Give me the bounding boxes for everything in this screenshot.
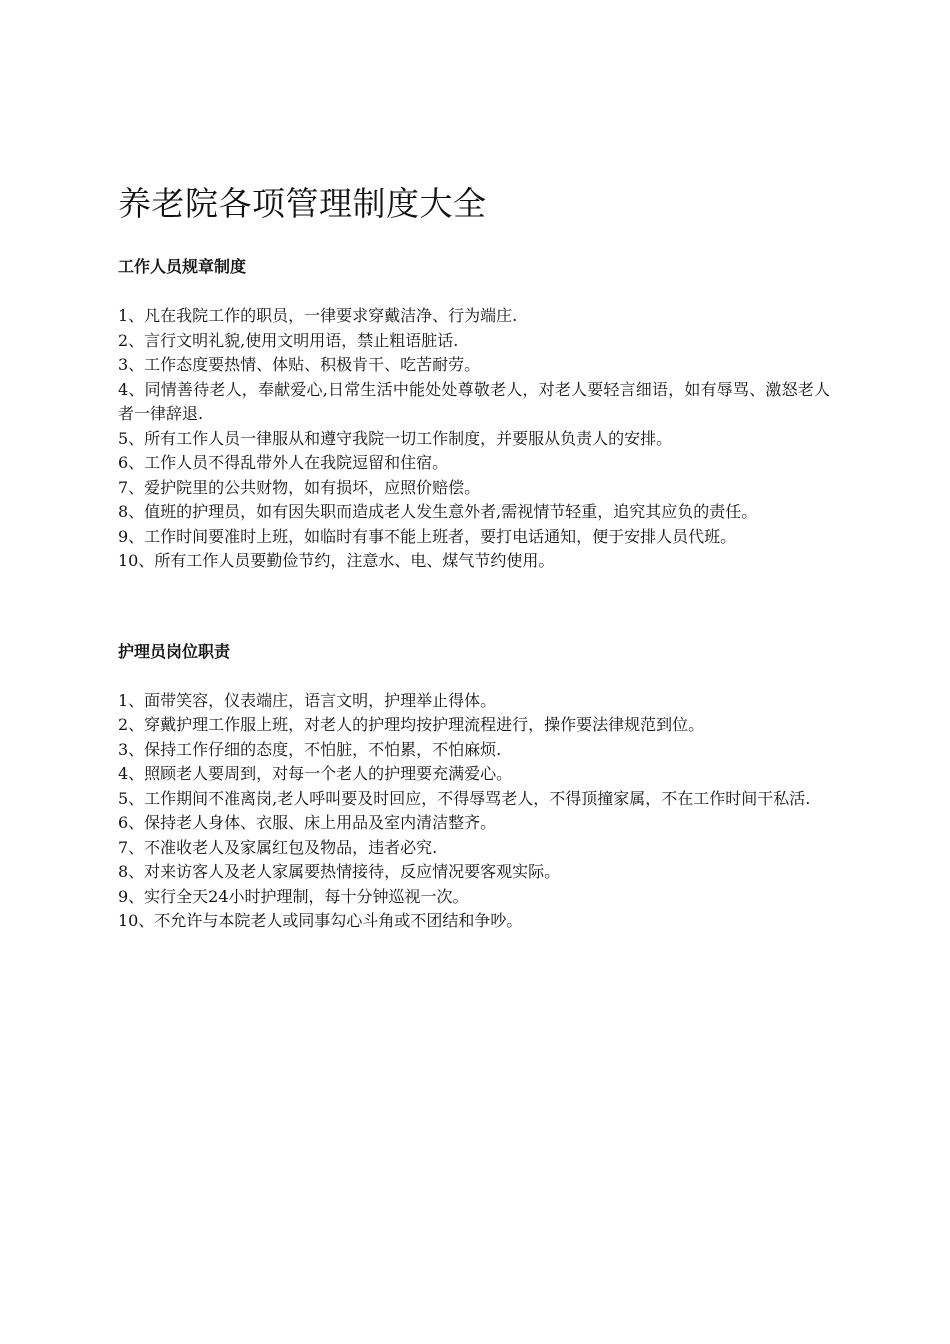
section-heading: 护理员岗位职责 <box>118 641 231 661</box>
list-item: 5、工作期间不准离岗,老人呼叫要及时回应，不得辱骂老人，不得顶撞家属，不在工作时间干私活. <box>118 788 811 808</box>
list-item: 1、凡在我院工作的职员，一律要求穿戴洁净、行为端庄. <box>118 306 518 325</box>
list-item: 5、所有工作人员一律服从和遵守我院一切工作制度，并要服从负责人的安排。 <box>118 428 673 448</box>
list-item: 6、工作人员不得乱带外人在我院逗留和住宿。 <box>118 453 449 472</box>
list-item: 9、工作时间要准时上班，如临时有事不能上班者，要打电话通知，便于安排人员代班。 <box>118 526 737 546</box>
list-item: 8、值班的护理员，如有因失职而造成老人发生意外者,需视情节轻重，追究其应负的责任。 <box>118 502 758 521</box>
list-item: 2、穿戴护理工作服上班，对老人的护理均按护理流程进行，操作要法律规范到位。 <box>118 715 705 734</box>
document-title: 养老院各项管理制度大全 <box>118 184 487 223</box>
list-item: 1、面带笑容，仪表端庄，语言文明，护理举止得体。 <box>118 690 497 710</box>
list-item: 8、对来访客人及老人家属要热情接待，反应情况要客观实际。 <box>118 862 561 881</box>
list-item: 9、实行全天24小时护理制，每十分钟巡视一次。 <box>118 886 469 906</box>
list-item: 3、保持工作仔细的态度，不怕脏，不怕累，不怕麻烦. <box>118 739 502 759</box>
list-item: 6、保持老人身体、衣服、床上用品及室内清洁整齐。 <box>118 813 497 832</box>
section-staff-rules <box>118 255 830 574</box>
list-item: 7、爱护院里的公共财物，如有损坏，应照价赔偿。 <box>118 477 481 497</box>
document-page <box>118 180 830 934</box>
list-item: 3、工作态度要热情、体贴、积极肯干、吃苦耐劳。 <box>118 355 481 374</box>
list-item: 10、不允许与本院老人或同事勾心斗角或不团结和争吵。 <box>118 911 523 930</box>
list-item: 7、不准收老人及家属红包及物品，违者必究. <box>118 837 438 857</box>
rule-list <box>118 689 830 934</box>
section-heading: 工作人员规章制度 <box>118 257 247 276</box>
list-item: 4、照顾老人要周到，对每一个老人的护理要充满爱心。 <box>118 764 513 783</box>
list-item: 2、言行文明礼貌,使用文明用语，禁止粗语脏话. <box>118 330 459 350</box>
list-item: 10、所有工作人员要勤俭节约，注意水、电、煤气节约使用。 <box>118 551 555 570</box>
section-caregiver-duties <box>118 640 830 934</box>
rule-list <box>118 304 830 574</box>
list-item: 4、同情善待老人，奉献爱心,日常生活中能处处尊敬老人，对老人要轻言细语，如有辱骂、激怒老人者一律辞退. <box>118 379 830 423</box>
